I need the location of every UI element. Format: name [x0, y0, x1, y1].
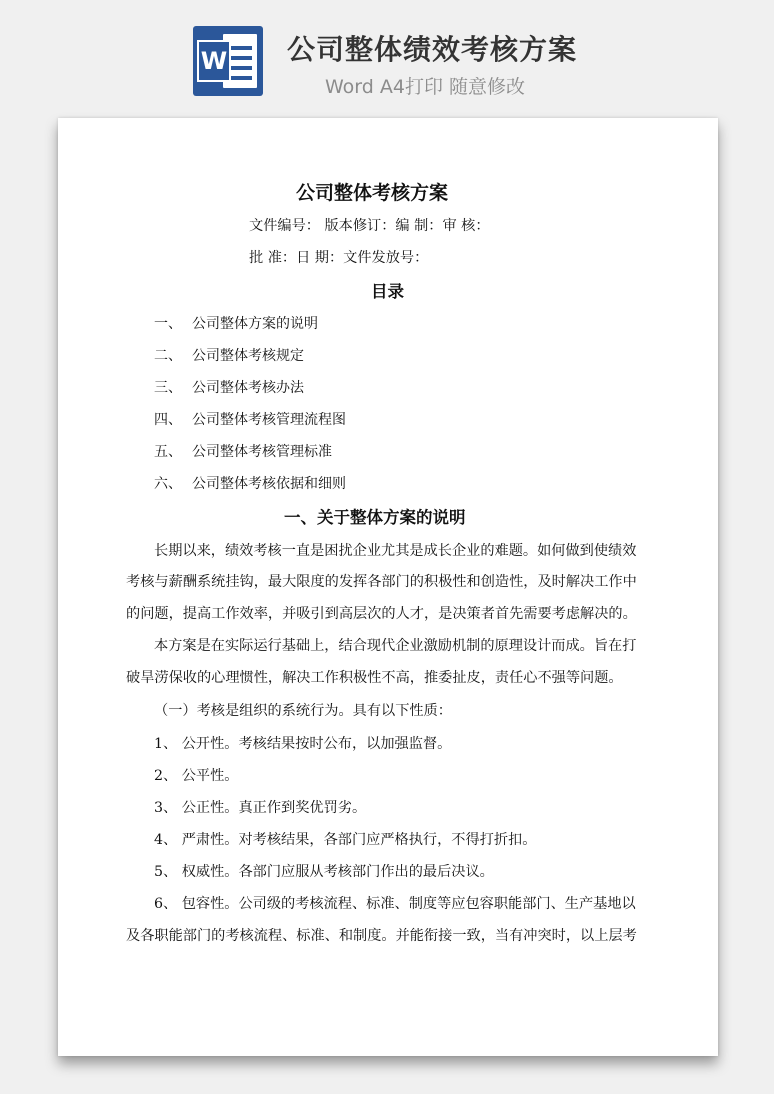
- toc-item[interactable]: [154, 313, 318, 333]
- toc-heading: 目录: [371, 282, 404, 301]
- toc-item[interactable]: [154, 409, 346, 429]
- body-line: 长期以来，绩效考核一直是困扰企业尤其是成长企业的难题。如何做到使绩效: [154, 543, 637, 559]
- banner: [0, 0, 774, 112]
- body-line: （一）考核是组织的系统行为。具有以下性质：: [154, 703, 452, 719]
- toc-item-text: 公司整体考核管理标准: [192, 444, 332, 460]
- toc-item-text: 公司整体考核办法: [192, 380, 304, 396]
- toc-item[interactable]: [154, 377, 304, 397]
- toc-item-text: 公司整体考核管理流程图: [192, 412, 346, 428]
- body-line: 4、 严肃性。对考核结果，各部门应严格执行，不得打折扣。: [154, 832, 537, 848]
- toc-item[interactable]: [154, 441, 332, 461]
- toc-item-number: 四、: [154, 412, 182, 428]
- banner-subtitle: Word A4打印 随意修改: [325, 76, 526, 98]
- toc-item[interactable]: [154, 473, 346, 493]
- toc-item-text: 公司整体方案的说明: [192, 316, 318, 332]
- body-line: 及各职能部门的考核流程、标准、和制度。并能衔接一致，当有冲突时，以上层考: [126, 928, 637, 944]
- toc-item-text: 公司整体考核规定: [192, 348, 304, 364]
- document-title: 公司整体考核方案: [296, 182, 449, 204]
- body-line: 2、 公平性。: [154, 768, 239, 784]
- toc-item-number: 五、: [154, 444, 182, 460]
- body-line: 破旱涝保收的心理惯性，解决工作积极性不高，推委扯皮，责任心不强等问题。: [126, 670, 623, 686]
- body-line: 5、 权威性。各部门应服从考核部门作出的最后决议。: [154, 864, 494, 880]
- toc-item-number: 三、: [154, 380, 182, 396]
- meta-line-2: 批 准：日 期：文件发放号：: [249, 250, 429, 266]
- toc-item-text: 公司整体考核依据和细则: [192, 476, 346, 492]
- word-document-icon: [193, 26, 263, 96]
- body-line: 本方案是在实际运行基础上，结合现代企业激励机制的原理设计而成。旨在打: [154, 638, 637, 654]
- document-page: [58, 118, 718, 1056]
- toc-item-number: 一、: [154, 316, 182, 332]
- body-line: 的问题，提高工作效率，并吸引到高层次的人才，是决策者首先需要考虑解决的。: [126, 606, 637, 622]
- body-line: 6、 包容性。公司级的考核流程、标准、制度等应包容职能部门、生产基地以: [154, 896, 636, 912]
- toc-item[interactable]: [154, 345, 304, 365]
- banner-title: 公司整体绩效考核方案: [287, 33, 578, 66]
- body-line: 考核与薪酬系统挂钩，最大限度的发挥各部门的积极性和创造性，及时解决工作中: [126, 574, 637, 590]
- word-icon-letter: W: [197, 40, 231, 82]
- watermark: [91, 458, 113, 485]
- body-line: 1、 公开性。考核结果按时公布，以加强监督。: [154, 736, 452, 752]
- body-line: 3、 公正性。真正作到奖优罚劣。: [154, 800, 367, 816]
- toc-item-number: 六、: [154, 476, 182, 492]
- toc-item-number: 二、: [154, 348, 182, 364]
- section-heading: 一、关于整体方案的说明: [284, 508, 466, 527]
- meta-line-1: 文件编号： 版本修订：编 制：审 核：: [249, 218, 490, 234]
